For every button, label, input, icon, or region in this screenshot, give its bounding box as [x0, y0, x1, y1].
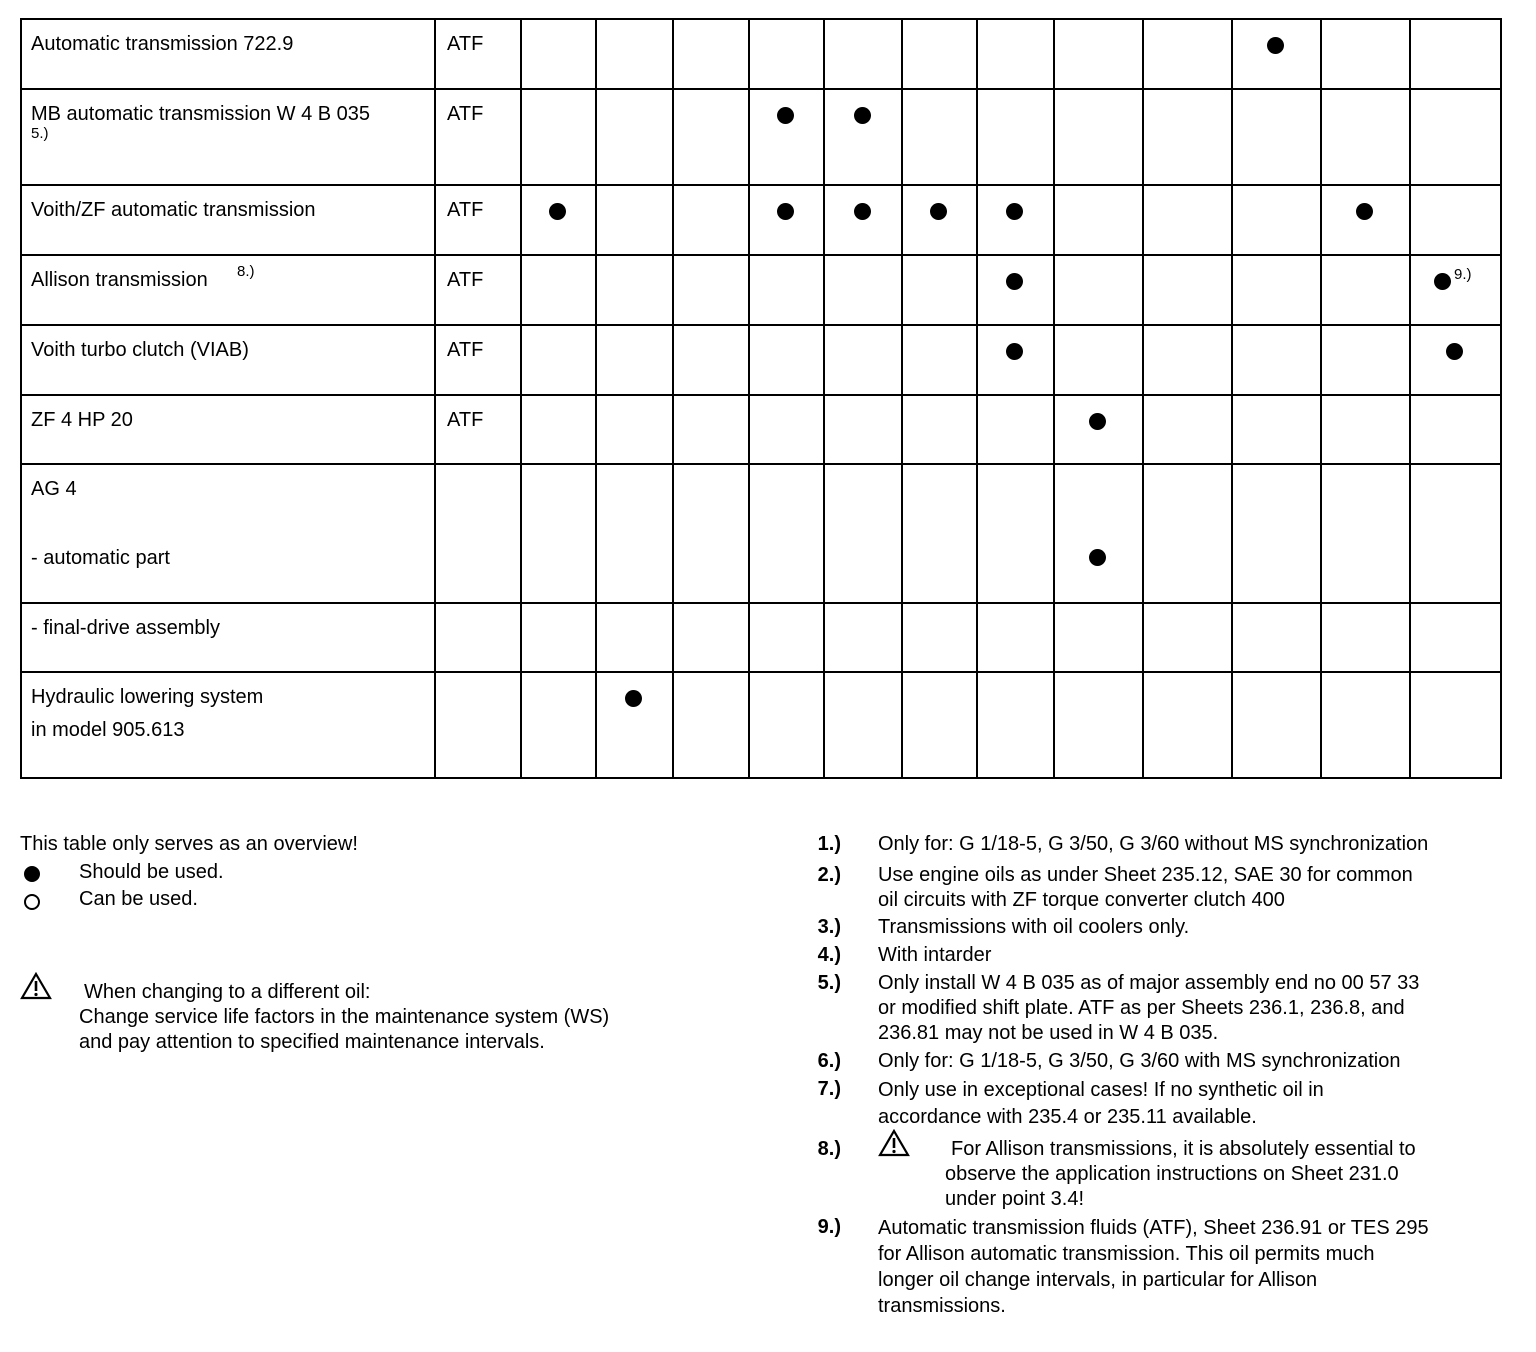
row-label: ZF 4 HP 20	[31, 409, 133, 431]
footnote-line: accordance with 235.4 or 235.11 available.	[878, 1106, 1257, 1128]
footnote-line: Transmissions with oil coolers only.	[878, 916, 1190, 938]
dot-footnote-ref: 9.)	[1454, 266, 1472, 283]
row-line	[20, 254, 1502, 256]
warning-triangle-icon	[20, 972, 52, 1000]
column-line	[520, 18, 522, 779]
footnote-number: 8.)	[817, 1138, 841, 1160]
should-be-used-label: Should be used.	[79, 861, 224, 883]
footnote-text	[878, 1077, 1324, 1131]
footnote-number: 6.)	[817, 1050, 841, 1072]
footnote-line: observe the application instructions on Sheet 231.0	[945, 1163, 1399, 1185]
footnote-line: Only install W 4 B 035 as of major assembly end no 00 57 33	[878, 972, 1420, 994]
footnote-line: or modified shift plate. ATF as per Sheets 236.1, 236.8, and	[878, 997, 1405, 1019]
row-label: in model 905.613	[31, 719, 185, 741]
fluid-type: ATF	[447, 33, 484, 55]
footnote-number: 7.)	[817, 1078, 841, 1100]
footnote-number: 5.)	[817, 972, 841, 994]
column-line	[748, 18, 750, 779]
should-be-used-dot	[549, 203, 566, 220]
footnote-number: 4.)	[817, 944, 841, 966]
can-be-used-label: Can be used.	[79, 888, 198, 910]
row-label: Voith turbo clutch (VIAB)	[31, 339, 249, 361]
should-be-used-dot	[625, 690, 642, 707]
footnote-line: for Allison automatic transmission. This oil permits much	[878, 1243, 1375, 1265]
should-be-used-dot	[1006, 273, 1023, 290]
row-line	[20, 602, 1502, 604]
footnote-text	[878, 971, 1419, 1046]
footnote-line: longer oil change intervals, in particular for Allison	[878, 1269, 1318, 1291]
row-line	[20, 18, 1502, 20]
column-line	[434, 18, 436, 779]
footnote-line: 236.81 may not be used in W 4 B 035.	[878, 1022, 1219, 1044]
row-label: - automatic part	[31, 547, 170, 569]
should-be-used-dot	[777, 107, 794, 124]
column-line	[595, 18, 597, 779]
should-be-used-dot	[1356, 203, 1373, 220]
row-label-footnote-ref: 8.)	[237, 263, 255, 280]
should-be-used-dot	[1446, 343, 1463, 360]
should-be-used-dot	[1006, 203, 1023, 220]
row-line	[20, 463, 1502, 465]
open-circle-icon	[24, 894, 40, 910]
overview-note: This table only serves as an overview!	[20, 833, 358, 855]
change-oil-line-2: Change service life factors in the maintenance system (WS)	[79, 1006, 610, 1028]
footnote-line: oil circuits with ZF torque converter clutch 400	[878, 889, 1285, 911]
should-be-used-dot	[1089, 413, 1106, 430]
row-label: Voith/ZF automatic transmission	[31, 199, 316, 221]
footnote-text	[878, 915, 1189, 940]
column-line	[672, 18, 674, 779]
column-line	[1500, 18, 1502, 779]
fluid-type: ATF	[447, 199, 484, 221]
column-line	[1231, 18, 1233, 779]
row-line	[20, 394, 1502, 396]
should-be-used-dot	[854, 107, 871, 124]
row-label: Hydraulic lowering system	[31, 686, 264, 708]
should-be-used-dot	[1267, 37, 1284, 54]
column-line	[823, 18, 825, 779]
change-oil-line-3: and pay attention to specified maintenance intervals.	[79, 1031, 545, 1053]
column-line	[20, 18, 22, 779]
row-label: Allison transmission	[31, 269, 208, 291]
should-be-used-dot	[1089, 549, 1106, 566]
footnote-line: under point 3.4!	[945, 1188, 1084, 1210]
should-be-used-dot	[1434, 273, 1451, 290]
footnote-line: Only use in exceptional cases! If no synthetic oil in	[878, 1079, 1324, 1101]
footnote-text	[945, 1137, 1416, 1212]
row-label: Automatic transmission 722.9	[31, 33, 294, 55]
footnote-line: For Allison transmissions, it is absolutely essential to	[951, 1138, 1416, 1160]
row-label: - final-drive assembly	[31, 617, 220, 639]
row-line	[20, 777, 1502, 779]
column-line	[1142, 18, 1144, 779]
should-be-used-dot	[930, 203, 947, 220]
warning-triangle-icon	[878, 1129, 910, 1157]
should-be-used-dot	[1006, 343, 1023, 360]
should-be-used-dot	[854, 203, 871, 220]
footnote-number: 9.)	[817, 1216, 841, 1238]
row-label-footnote-ref: 5.)	[31, 125, 49, 142]
footnote-number: 3.)	[817, 916, 841, 938]
lubricant-table	[20, 18, 1500, 777]
column-line	[1320, 18, 1322, 779]
footnote-line: Only for: G 1/18-5, G 3/50, G 3/60 without MS synchronization	[878, 833, 1429, 855]
fluid-type: ATF	[447, 339, 484, 361]
footnote-line: Automatic transmission fluids (ATF), Sheet 236.91 or TES 295	[878, 1217, 1429, 1239]
should-be-used-dot	[777, 203, 794, 220]
footnote-number: 2.)	[817, 864, 841, 886]
footnote-line: With intarder	[878, 944, 992, 966]
column-line	[1409, 18, 1411, 779]
row-label: AG 4	[31, 478, 77, 500]
footnote-text	[878, 1215, 1429, 1319]
footnote-text	[878, 943, 991, 968]
footnote-line: Use engine oils as under Sheet 235.12, SAE 30 for common	[878, 864, 1413, 886]
fluid-type: ATF	[447, 269, 484, 291]
footnote-text	[878, 832, 1428, 857]
filled-dot-icon	[24, 866, 40, 882]
column-line	[1053, 18, 1055, 779]
footnote-text	[878, 863, 1413, 913]
row-line	[20, 324, 1502, 326]
change-oil-line-1: When changing to a different oil:	[84, 981, 371, 1003]
row-line	[20, 671, 1502, 673]
row-line	[20, 184, 1502, 186]
fluid-type: ATF	[447, 103, 484, 125]
footnote-line: transmissions.	[878, 1295, 1006, 1317]
column-line	[901, 18, 903, 779]
row-line	[20, 88, 1502, 90]
fluid-type: ATF	[447, 409, 484, 431]
footnote-line: Only for: G 1/18-5, G 3/50, G 3/60 with MS synchronization	[878, 1050, 1401, 1072]
footnote-text	[878, 1049, 1400, 1074]
column-line	[976, 18, 978, 779]
footnote-number: 1.)	[817, 833, 841, 855]
row-label: MB automatic transmission W 4 B 035	[31, 103, 371, 125]
